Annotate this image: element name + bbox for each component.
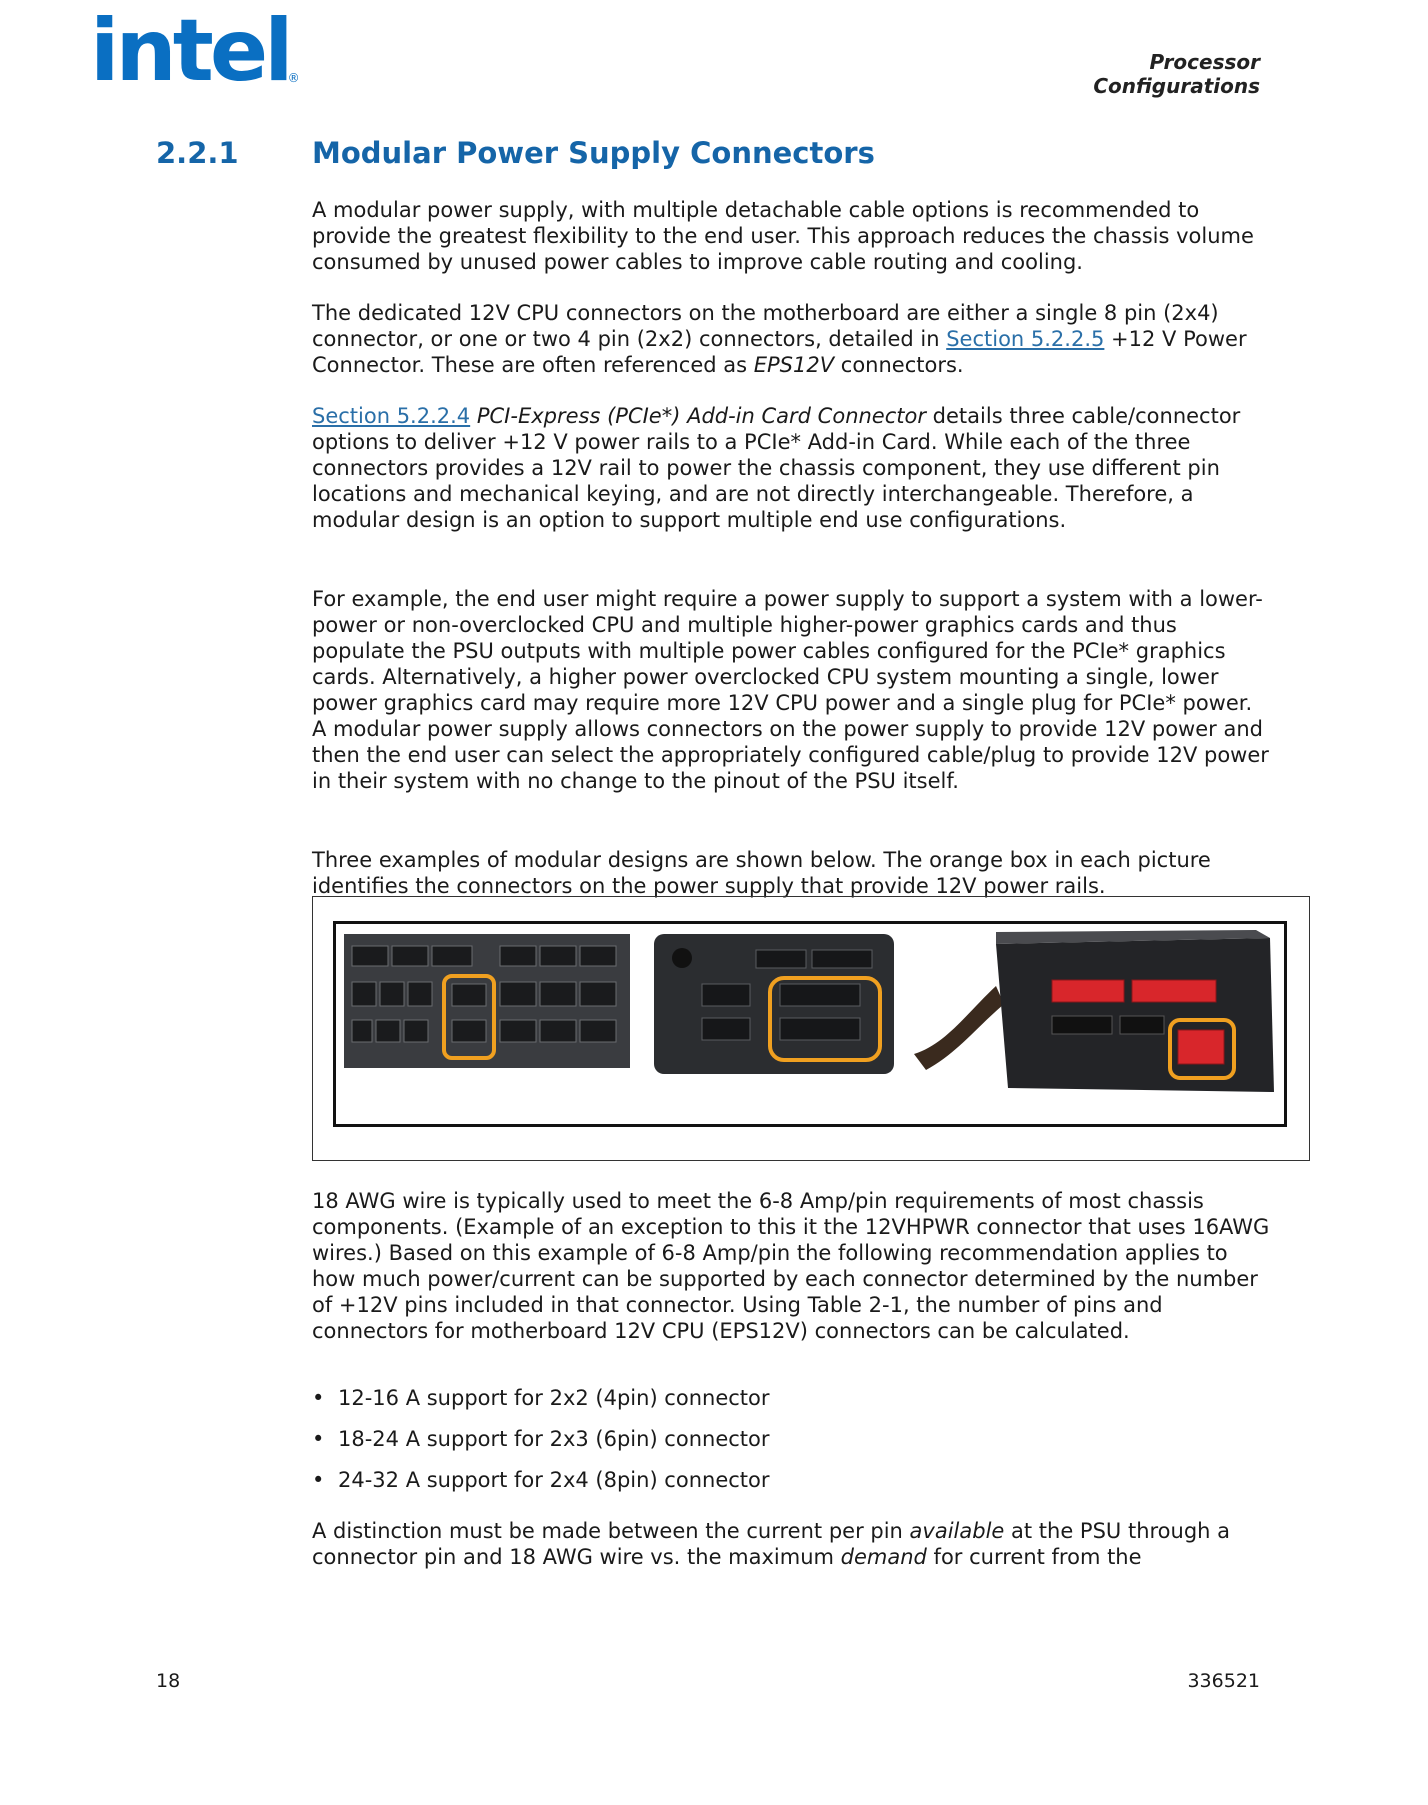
psu-example-3 bbox=[914, 930, 1274, 1092]
registered-mark-icon: ® bbox=[287, 71, 300, 85]
paragraph-5 bbox=[312, 847, 1272, 899]
paragraph-6-text: 18 AWG wire is typically used to meet the 6-8 Amp/pin requirements of most chassis components. (Example of an exception to this it the 12VHPWR connector that uses 16AWG wires.) Based on this example of 6-8 Amp/pin the following recommendation applies to how much power/current can be supported by each connector determined by the number of +12V pins included in that connector. Using Table 2-1, the number of pins and connectors for motherboard 12V CPU (EPS12V) connectors can be calculated. bbox=[312, 1189, 1270, 1343]
pcie-connector-term: PCI-Express (PCIe*) Add-in Card Connector bbox=[470, 404, 926, 428]
paragraph-7 bbox=[312, 1518, 1272, 1570]
list-item bbox=[312, 1385, 1272, 1426]
intel-logo bbox=[90, 1, 300, 101]
section-title: Modular Power Supply Connectors bbox=[312, 136, 875, 170]
eps12v-term: EPS12V bbox=[753, 353, 835, 377]
modular-psu-figure-frame bbox=[333, 921, 1287, 1127]
paragraph-3-post: details three cable/connector options to deliver +12 V power rails to a PCIe* Add-in Card. While each of the three connectors provides a 12V rail to power the chassis component, they use different pin locations and mechanical keying, and are not directly interchangeable. Therefore, a modular design is an option to support multiple end use configurations. bbox=[312, 404, 1241, 532]
list-item-text: 12-16 A support for 2x2 (4pin) connector bbox=[338, 1386, 770, 1410]
psu-3-cable-bundle bbox=[914, 986, 1004, 1070]
list-item-text: 18-24 A support for 2x3 (6pin) connector bbox=[338, 1427, 770, 1451]
paragraph-4-text: For example, the end user might require a power supply to support a system with a lower-power or non-overclocked CPU and multiple higher-power graphics cards and thus populate the PSU outputs with multiple power cables configured for the PCIe* graphics cards. Alternatively, a higher power overclocked CPU system mounting a single, lower power graphics card may require more 12V CPU power and a single plug for PCIe* power. A modular power supply allows connectors on the power supply to provide 12V power and then the end user can select the appropriately configured cable/plug to provide 12V power in their system with no change to the pinout of the PSU itself. bbox=[312, 587, 1269, 793]
section-number: 2.2.1 bbox=[156, 136, 239, 170]
available-term: available bbox=[909, 1519, 1005, 1543]
bullet-icon: • bbox=[312, 1427, 325, 1451]
bullet-icon: • bbox=[312, 1386, 325, 1410]
paragraph-5-text: Three examples of modular designs are shown below. The orange box in each picture identifies the connectors on the power supply that provide 12V power rails. bbox=[312, 848, 1211, 898]
modular-psu-figure bbox=[312, 896, 1310, 1161]
current-support-list bbox=[312, 1385, 1272, 1508]
modular-psu-photos bbox=[336, 924, 1284, 1124]
chapter-header-line2: Configurations bbox=[1093, 74, 1260, 98]
paragraph-3 bbox=[312, 403, 1272, 533]
page-number: 18 bbox=[156, 1670, 181, 1692]
paragraph-7-pre: A distinction must be made between the current per pin bbox=[312, 1519, 910, 1543]
chapter-header bbox=[1093, 50, 1260, 98]
psu-example-1 bbox=[344, 934, 630, 1068]
psu-example-2 bbox=[654, 934, 894, 1074]
paragraph-2-post: connectors. bbox=[834, 353, 964, 377]
section-5-2-2-4-link[interactable]: Section 5.2.2.4 bbox=[312, 404, 471, 428]
list-item bbox=[312, 1467, 1272, 1508]
paragraph-2-pre: The dedicated 12V CPU connectors on the motherboard are either a single 8 pin (2x4) connector, or one or two 4 pin (2x2) connectors, detailed in bbox=[312, 301, 1219, 351]
list-item bbox=[312, 1426, 1272, 1467]
bullet-icon: • bbox=[312, 1468, 325, 1492]
paragraph-1 bbox=[312, 197, 1272, 275]
paragraph-7-mid: at the PSU through a connector pin and 18 AWG wire vs. the maximum bbox=[312, 1519, 1231, 1569]
psu-3-red-connector bbox=[1178, 1030, 1224, 1064]
paragraph-4 bbox=[312, 586, 1272, 794]
section-5-2-2-5-link[interactable]: Section 5.2.2.5 bbox=[946, 327, 1105, 351]
paragraph-6 bbox=[312, 1188, 1272, 1344]
list-item-text: 24-32 A support for 2x4 (8pin) connector bbox=[338, 1468, 770, 1492]
intel-logo-text: intel bbox=[90, 1, 290, 101]
demand-term: demand bbox=[840, 1545, 927, 1569]
chapter-header-line1: Processor bbox=[1149, 50, 1260, 74]
paragraph-7-post: for current from the bbox=[926, 1545, 1142, 1569]
paragraph-2-mid: +12 V Power Connector. These are often referenced as bbox=[312, 327, 1247, 377]
paragraph-1-text: A modular power supply, with multiple detachable cable options is recommended to provide the greatest flexibility to the end user. This approach reduces the chassis volume consumed by unused power cables to improve cable routing and cooling. bbox=[312, 198, 1254, 274]
document-number: 336521 bbox=[1187, 1670, 1260, 1692]
paragraph-2 bbox=[312, 300, 1272, 378]
